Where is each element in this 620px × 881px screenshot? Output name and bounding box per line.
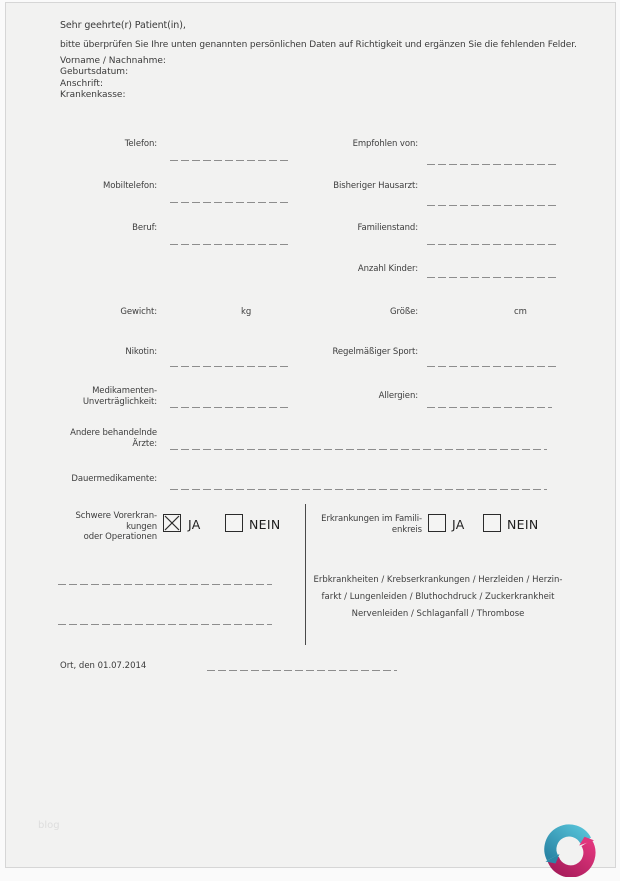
blank-line-medikamenten[interactable] bbox=[170, 406, 290, 408]
diseases-line2: farkt / Lungenleiden / Bluthochdruck / Zuckerkrankheit bbox=[321, 592, 555, 602]
label-dauermedikamente: Dauermedikamente: bbox=[71, 474, 157, 484]
label-andere-aerzte bbox=[47, 428, 157, 449]
label-vorerkrankungen-ja: JA bbox=[188, 517, 201, 532]
label-medikamenten-line2: Unverträglichkeit: bbox=[82, 396, 157, 407]
blank-line-andere-aerzte[interactable] bbox=[170, 448, 547, 450]
unit-kg: kg bbox=[241, 307, 252, 317]
circular-s-logo-icon bbox=[541, 821, 597, 877]
label-sport: Regelmäßiger Sport: bbox=[332, 347, 418, 357]
blank-line-allergien[interactable] bbox=[427, 406, 552, 408]
label-aerzte-line1: Andere behandelnde bbox=[70, 428, 157, 438]
label-vorname-nachname: Vorname / Nachnahme: bbox=[60, 56, 166, 66]
label-vorerkrankungen-line1: Schwere Vorerkran- bbox=[75, 511, 157, 521]
blank-line-beruf[interactable] bbox=[170, 243, 290, 245]
label-familienstand: Familienstand: bbox=[357, 223, 418, 233]
label-groesse: Größe: bbox=[390, 307, 418, 317]
label-empfohlen-von: Empfohlen von: bbox=[352, 139, 418, 149]
label-familienkreis-line1: Erkrankungen im Famili- bbox=[321, 514, 422, 524]
checkbox-x-mark bbox=[164, 515, 180, 531]
label-allergien: Allergien: bbox=[378, 391, 418, 401]
label-bisheriger-hausarzt: Bisheriger Hausarzt: bbox=[333, 181, 418, 191]
site-logo bbox=[541, 821, 597, 877]
unit-cm: cm bbox=[514, 307, 527, 317]
blank-line-telefon[interactable] bbox=[170, 159, 290, 161]
label-anschrift: Anschrift: bbox=[60, 78, 103, 89]
blank-line-nikotin[interactable] bbox=[170, 365, 290, 367]
label-anzahl-kinder: Anzahl Kinder: bbox=[357, 264, 418, 274]
ort-datum-text: Ort, den 01.07.2014 bbox=[60, 661, 147, 671]
blank-line-anzahl-kinder[interactable] bbox=[427, 276, 558, 278]
blank-line-vorerkrankungen-2[interactable] bbox=[58, 623, 272, 625]
label-vorerkrankungen-line2: kungen bbox=[126, 521, 157, 532]
label-krankenkasse: Krankenkasse: bbox=[60, 90, 126, 101]
label-vorerkrankungen-nein: NEIN bbox=[249, 517, 281, 532]
label-mobiltelefon: Mobiltelefon: bbox=[103, 181, 157, 191]
blank-line-sport[interactable] bbox=[427, 365, 558, 367]
label-familienkreis-ja: JA bbox=[452, 517, 465, 532]
label-gewicht: Gewicht: bbox=[120, 307, 157, 317]
blank-line-dauermedikamente[interactable] bbox=[170, 488, 547, 490]
label-telefon: Telefon: bbox=[124, 139, 157, 149]
label-familienkreis-line2: enkreis bbox=[391, 524, 422, 535]
section-divider bbox=[305, 504, 306, 645]
blank-line-vorerkrankungen-1[interactable] bbox=[58, 583, 272, 585]
blank-line-empfohlen-von[interactable] bbox=[427, 163, 558, 165]
instruction-text: bitte überprüfen Sie Ihre unten genannten persönlichen Daten auf Richtigkeit und ergänzen Sie die fehlenden Felder. bbox=[60, 40, 577, 50]
label-familienkreis bbox=[312, 514, 422, 535]
label-medikamenten-unvertraeglichkeit bbox=[47, 386, 157, 407]
checkbox-familienkreis-nein[interactable] bbox=[483, 514, 501, 532]
label-medikamenten-line1: Medikamenten- bbox=[92, 386, 157, 396]
label-beruf: Beruf: bbox=[132, 223, 157, 233]
checkbox-familienkreis-ja[interactable] bbox=[428, 514, 446, 532]
checkbox-vorerkrankungen-ja[interactable] bbox=[163, 514, 181, 532]
label-aerzte-line2: Ärzte: bbox=[132, 438, 157, 449]
signature-line[interactable] bbox=[207, 669, 397, 671]
blog-watermark: blog bbox=[38, 820, 60, 831]
label-vorerkrankungen bbox=[47, 511, 157, 543]
label-vorerkrankungen-line3: oder Operationen bbox=[83, 532, 157, 542]
checkbox-vorerkrankungen-nein[interactable] bbox=[225, 514, 243, 532]
label-nikotin: Nikotin: bbox=[125, 347, 157, 357]
diseases-line3: Nervenleiden / Schlaganfall / Thrombose bbox=[351, 609, 525, 619]
family-diseases-list bbox=[312, 572, 564, 623]
blank-line-bisheriger-hausarzt[interactable] bbox=[427, 204, 558, 206]
diseases-line1: Erbkrankheiten / Krebserkrankungen / Herzleiden / Herzin- bbox=[313, 575, 563, 585]
blank-line-familienstand[interactable] bbox=[427, 243, 558, 245]
label-familienkreis-nein: NEIN bbox=[507, 517, 539, 532]
personal-data-block bbox=[60, 56, 166, 102]
blank-line-mobiltelefon[interactable] bbox=[170, 201, 290, 203]
label-geburtsdatum: Geburtsdatum: bbox=[60, 67, 129, 78]
greeting-text: Sehr geehrte(r) Patient(in), bbox=[60, 20, 186, 31]
